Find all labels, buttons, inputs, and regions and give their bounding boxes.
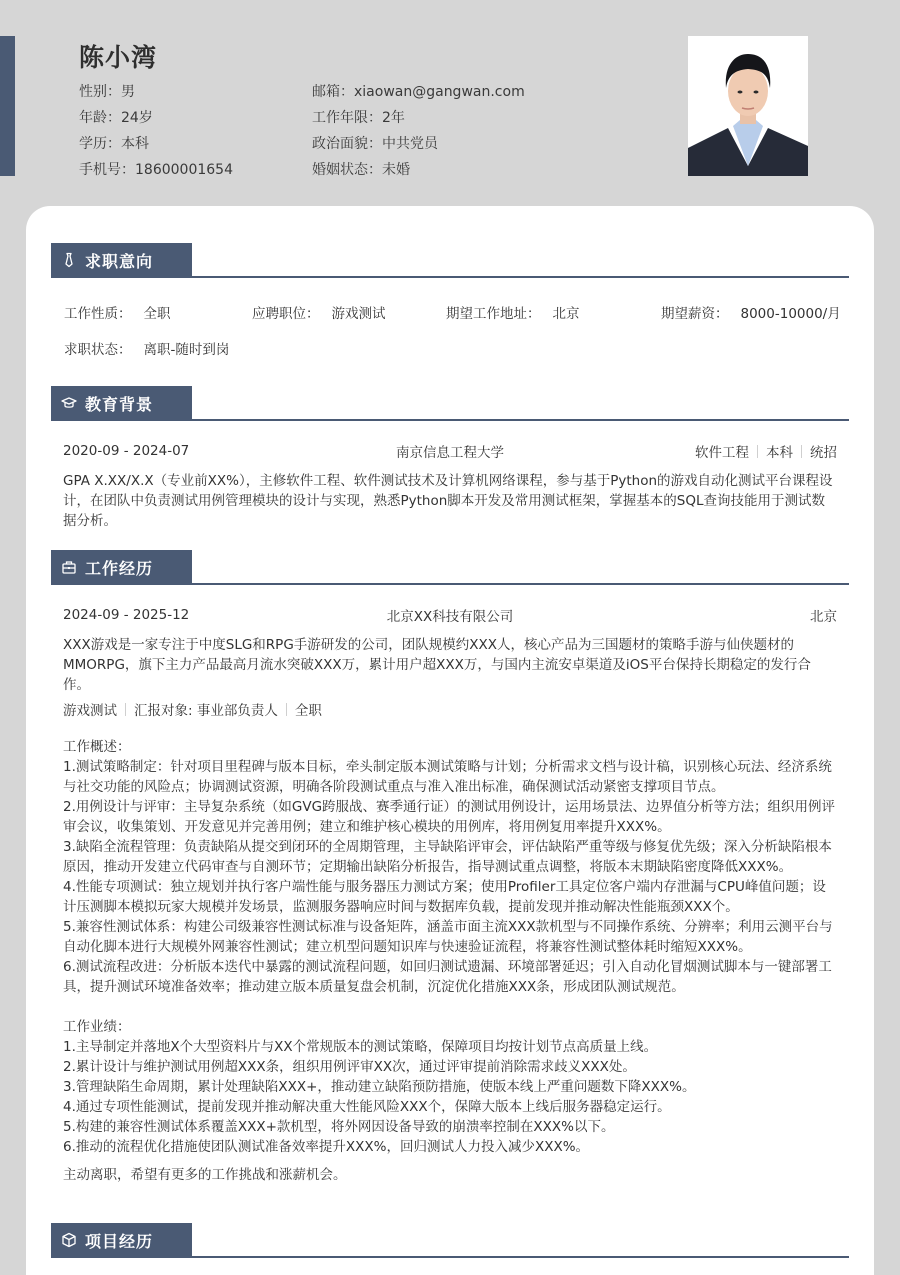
education-period: 2020-09 - 2024-07 bbox=[63, 443, 190, 459]
section-title-bar: 教育背景 bbox=[51, 386, 192, 420]
intent-work-type: 工作性质： 全职 bbox=[64, 306, 171, 322]
achievements-title: 工作业绩： bbox=[63, 1019, 131, 1035]
leave-reason: 主动离职，希望有更多的工作挑战和涨薪机会。 bbox=[63, 1167, 347, 1183]
work-tags: 游戏测试 汇报对象: 事业部负责人 全职 bbox=[63, 703, 322, 719]
info-email: 邮箱：xiaowan@gangwan.com bbox=[312, 84, 525, 100]
work-company: 北京XX科技有限公司 bbox=[386, 609, 514, 625]
section-title-bar: 求职意向 bbox=[51, 243, 192, 277]
profile-photo bbox=[688, 36, 808, 176]
intent-position: 应聘职位： 游戏测试 bbox=[252, 306, 386, 322]
section-work-experience bbox=[51, 550, 849, 1185]
achievement-item: 6.推动的流程优化措施使团队测试准备效率提升XXX%，回归测试人力投入减少XXX%。 bbox=[63, 1139, 590, 1155]
tie-icon bbox=[61, 252, 77, 268]
divider bbox=[125, 703, 126, 716]
info-education: 学历：本科 bbox=[79, 136, 149, 152]
header-accent-bar bbox=[0, 36, 15, 176]
intent-row bbox=[64, 338, 849, 358]
info-phone: 手机号：18600001654 bbox=[79, 162, 233, 178]
section-education bbox=[51, 386, 849, 531]
section-projects bbox=[51, 1223, 849, 1258]
job-intent-details bbox=[51, 302, 849, 358]
info-age: 年龄：24岁 bbox=[79, 110, 153, 126]
overview-item: 5.兼容性测试体系：构建公司级兼容性测试标准与设备矩阵，涵盖市面主流XXX款机型与不同操作系统、分辨率；利用云测平台与自动化脚本进行大规模外网兼容性测试；建立机型问题知识库与快速验证流程，将兼容性测试整体耗时缩短XXX%。 bbox=[63, 919, 833, 955]
candidate-name: 陈小湾 bbox=[79, 43, 158, 72]
briefcase-icon bbox=[61, 559, 77, 575]
intent-salary: 期望薪资： 8000-10000/月 bbox=[661, 306, 841, 322]
section-title-bar: 工作经历 bbox=[51, 550, 192, 584]
info-gender: 性别：男 bbox=[79, 84, 135, 100]
section-header bbox=[51, 243, 849, 278]
achievement-item: 2.累计设计与维护测试用例超XXX条，组织用例评审XX次，通过评审提前消除需求歧义XXX处。 bbox=[63, 1059, 636, 1075]
overview-item: 6.测试流程改进：分析版本迭代中暴露的测试流程问题，如回归测试遗漏、环境部署延迟；引入自动化冒烟测试脚本与一键部署工具，提升测试环境准备效率；推动建立版本质量复盘会机制，沉淀优化措施XXX条，形成团队测试规范。 bbox=[63, 959, 832, 995]
info-work-years: 工作年限：2年 bbox=[312, 110, 405, 126]
overview-item: 2.用例设计与评审：主导复杂系统（如GVG跨服战、赛季通行证）的测试用例设计，运用场景法、边界值分析等方法；组织用例评审会议，收集策划、开发意见并完善用例；建立和维护核心模块的用例库，将用例复用率提升XXX%。 bbox=[63, 799, 836, 835]
divider bbox=[757, 445, 758, 458]
divider bbox=[286, 703, 287, 716]
achievement-item: 5.构建的兼容性测试体系覆盖XXX+款机型，将外网因设备导致的崩溃率控制在XXX%以下。 bbox=[63, 1119, 615, 1135]
overview-item: 1.测试策略制定：针对项目里程碑与版本目标，牵头制定版本测试策略与计划；分析需求文档与设计稿，识别核心玩法、经济系统与社交功能的风险点；协调测试资源，明确各阶段测试重点与准入准出标准，确保测试活动紧密支撑项目节点。 bbox=[63, 759, 832, 795]
work-overview bbox=[63, 737, 837, 997]
education-entry bbox=[51, 441, 849, 531]
info-marital-status: 婚姻状态：未婚 bbox=[312, 162, 410, 178]
section-header bbox=[51, 1223, 849, 1258]
graduation-cap-icon bbox=[61, 395, 77, 411]
education-tags: 软件工程 本科 统招 bbox=[695, 445, 837, 461]
intent-location: 期望工作地址： 北京 bbox=[446, 306, 580, 322]
basic-info-right bbox=[312, 79, 525, 183]
section-title-bar: 项目经历 bbox=[51, 1223, 192, 1257]
work-summary-row bbox=[63, 605, 837, 625]
intent-status: 求职状态： 离职-随时到岗 bbox=[64, 342, 230, 358]
section-header bbox=[51, 550, 849, 585]
divider bbox=[801, 445, 802, 458]
education-school: 南京信息工程大学 bbox=[396, 445, 504, 461]
cube-icon bbox=[61, 1232, 77, 1248]
achievement-item: 4.通过专项性能测试，提前发现并推动解决重大性能风险XXX个，保障大版本上线后服务器稳定运行。 bbox=[63, 1099, 671, 1115]
achievement-item: 1.主导制定并落地X个大型资料片与XX个常规版本的测试策略，保障项目均按计划节点高质量上线。 bbox=[63, 1039, 658, 1055]
overview-item: 4.性能专项测试：独立规划并执行客户端性能与服务器压力测试方案；使用Profiler工具定位客户端内存泄漏与CPU峰值问题；设计压测脚本模拟玩家大规模并发场景，监测服务器响应时间与数据库负载，提前发现并推动解决性能瓶颈XXX个。 bbox=[63, 879, 826, 915]
work-location: 北京 bbox=[810, 609, 837, 625]
work-period: 2024-09 - 2025-12 bbox=[63, 607, 190, 623]
education-description: GPA X.XX/X.X（专业前XX%），主修软件工程、软件测试技术及计算机网络课程，参与基于Python的游戏自动化测试平台课程设计，在团队中负责测试用例管理模块的设计与实现，熟悉Python脚本开发及常用测试框架，掌握基本的SQL查询技能用于测试数据分析。 bbox=[63, 473, 833, 529]
work-achievements bbox=[63, 1017, 837, 1157]
basic-info-left bbox=[79, 79, 233, 183]
education-summary-row bbox=[63, 441, 837, 461]
section-job-intent bbox=[51, 243, 849, 374]
section-header bbox=[51, 386, 849, 421]
person-portrait-icon bbox=[688, 36, 808, 176]
overview-title: 工作概述： bbox=[63, 739, 131, 755]
company-description: XXX游戏是一家专注于中度SLG和RPG手游研发的公司，团队规模约XXX人，核心产品为三国题材的策略手游与仙侠题材的MMORPG，旗下主力产品最高月流水突破XXX万，累计用户超XXX万，与国内主流安卓渠道及iOS平台保持长期稳定的发行合作。 bbox=[63, 637, 811, 693]
info-political-status: 政治面貌：中共党员 bbox=[312, 136, 438, 152]
intent-row bbox=[64, 302, 849, 322]
work-entry bbox=[51, 605, 849, 1185]
overview-item: 3.缺陷全流程管理：负责缺陷从提交到闭环的全周期管理，主导缺陷评审会，评估缺陷严重等级与修复优先级；深入分析缺陷根本原因，推动开发建立代码审查与自测环节；定期输出缺陷分析报告，指导测试重点调整，将版本末期缺陷密度降低XXX%。 bbox=[63, 839, 832, 875]
achievement-item: 3.管理缺陷生命周期，累计处理缺陷XXX+，推动建立缺陷预防措施，使版本线上严重问题数下降XXX%。 bbox=[63, 1079, 696, 1095]
